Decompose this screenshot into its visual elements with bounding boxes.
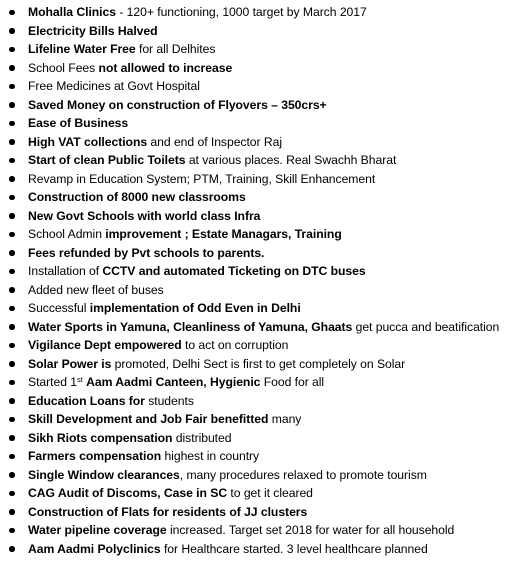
bullet-icon — [9, 158, 15, 164]
bullet-icon — [9, 361, 15, 367]
plain-text: Food for all — [263, 375, 325, 389]
bullet-icon — [9, 343, 15, 349]
list-item — [8, 429, 509, 448]
bold-text: Start of clean Public Toilets — [28, 153, 189, 167]
bullet-icon — [9, 250, 15, 256]
bullet-icon — [9, 213, 15, 219]
list-item — [8, 262, 509, 281]
list-item — [8, 503, 509, 522]
plain-text: get pucca and beatification — [355, 319, 500, 334]
bold-text: Water Sports in Yamuna, Cleanliness of Yamuna, Ghaats — [28, 319, 356, 334]
list-item — [8, 96, 509, 115]
bold-text: Aam Aadmi Polyclinics — [28, 541, 164, 556]
list-item — [8, 207, 509, 226]
list-item — [8, 447, 509, 466]
list-item — [8, 244, 509, 263]
list-item — [8, 540, 509, 559]
bullet-icon — [9, 435, 15, 441]
list-item — [8, 22, 509, 41]
list-item — [8, 521, 509, 540]
plain-text: to get it cleared — [230, 486, 313, 500]
plain-text: for Healthcare started. 3 level healthcare planned — [163, 541, 428, 556]
list-item — [8, 151, 509, 170]
bold-text: Electricity Bills Halved — [28, 23, 158, 38]
bold-text: Construction of Flats for residents of JJ clusters — [28, 504, 308, 519]
list-item — [8, 40, 509, 59]
plain-text: at various places. Real Swachh Bharat — [188, 153, 397, 167]
bullet-icon — [9, 417, 15, 423]
list-item — [8, 318, 509, 337]
bold-text: Solar Power is — [28, 356, 115, 371]
bold-text: Construction of 8000 new classrooms — [28, 190, 246, 204]
bullet-icon — [9, 102, 15, 108]
list-item — [8, 484, 509, 503]
bold-text: Aam Aadmi Canteen, Hygienic — [86, 375, 264, 389]
list-item — [8, 77, 509, 96]
bold-text: implementation of Odd Even in Delhi — [89, 301, 301, 315]
bold-text: Sikh Riots compensation — [28, 430, 176, 445]
achievement-list — [8, 3, 509, 558]
list-item — [8, 392, 509, 411]
bullet-icon — [9, 324, 15, 330]
plain-text: distributed — [175, 430, 232, 445]
list-item — [8, 170, 509, 189]
plain-text: and end of Inspector Raj — [150, 134, 283, 149]
bold-text: CCTV and automated Ticketing on DTC buses — [102, 264, 366, 278]
bullet-icon — [9, 454, 15, 460]
plain-text: for all Delhites — [138, 42, 216, 56]
bold-text: Mohalla Clinics — [28, 5, 120, 19]
list-item — [8, 3, 509, 22]
list-item — [8, 281, 509, 300]
bullet-icon — [9, 28, 15, 34]
bullet-icon — [9, 472, 15, 478]
bold-text: not allowed to increase — [98, 60, 233, 75]
list-item — [8, 114, 509, 133]
bullet-icon — [9, 509, 15, 515]
bullet-icon — [9, 84, 15, 90]
bold-text: Water pipeline coverage — [28, 523, 170, 537]
bold-text: Fees refunded by Pvt schools to parents. — [28, 245, 265, 260]
list-item — [8, 188, 509, 207]
bold-text: Single Window clearances — [28, 467, 180, 482]
plain-text: students — [148, 393, 194, 408]
plain-text: to act on corruption — [185, 338, 289, 352]
plain-text: Added new fleet of buses — [28, 282, 164, 297]
bold-text: Lifeline Water Free — [28, 42, 139, 56]
bullet-icon — [9, 306, 15, 312]
bullet-icon — [9, 195, 15, 201]
bullet-icon — [9, 269, 15, 275]
plain-text: Successful — [28, 301, 90, 315]
bold-text: Skill Development and Job Fair benefitted — [28, 412, 272, 426]
list-item — [8, 225, 509, 244]
list-item — [8, 466, 509, 485]
plain-text: highest in country — [164, 449, 260, 463]
plain-text: increased. Target set 2018 for water for all household — [169, 523, 455, 537]
bold-text: Vigilance Dept empowered — [28, 338, 186, 352]
list-item — [8, 373, 509, 392]
superscript-text: st — [77, 375, 83, 384]
bullet-icon — [9, 528, 15, 534]
plain-text: School Fees — [28, 60, 99, 75]
bullet-icon — [9, 176, 15, 182]
plain-text: many — [271, 412, 302, 426]
bold-text: Education Loans for — [28, 393, 149, 408]
bullet-icon — [9, 380, 15, 386]
bold-text: Ease of Business — [28, 116, 129, 130]
bullet-icon — [9, 47, 15, 53]
bold-text: Farmers compensation — [28, 449, 165, 463]
bullet-icon — [9, 232, 15, 238]
bullet-icon — [9, 398, 15, 404]
bullet-icon — [9, 491, 15, 497]
plain-text: Revamp in Education System; PTM, Training, Skill Enhancement — [28, 171, 376, 186]
bold-text: High VAT collections — [28, 134, 151, 149]
bullet-icon — [9, 121, 15, 127]
bullet-icon — [9, 287, 15, 293]
bold-text: CAG Audit of Discoms, Case in SC — [28, 486, 231, 500]
bullet-icon — [9, 10, 15, 16]
plain-text: Free Medicines at Govt Hospital — [28, 79, 200, 93]
plain-text: promoted, Delhi Sect is first to get completely on Solar — [114, 356, 406, 371]
list-item — [8, 299, 509, 318]
bold-text: New Govt Schools with world class Infra — [28, 208, 261, 223]
plain-text: School Admin — [28, 227, 106, 241]
plain-text: Installation of — [28, 264, 103, 278]
list-item — [8, 355, 509, 374]
bullet-icon — [9, 139, 15, 145]
list-item — [8, 59, 509, 78]
bold-text: Saved Money on construction of Flyovers – 350crs+ — [28, 97, 327, 112]
plain-text: Started 1 — [28, 375, 78, 389]
list-item — [8, 410, 509, 429]
bold-text: improvement ; Estate Managars, Training — [105, 227, 342, 241]
bullet-icon — [9, 65, 15, 71]
bullet-icon — [9, 546, 15, 552]
list-item — [8, 133, 509, 152]
plain-text: , many procedures relaxed to promote tourism — [179, 467, 427, 482]
list-item — [8, 336, 509, 355]
plain-text: - 120+ functioning, 1000 target by March 2017 — [119, 5, 367, 19]
